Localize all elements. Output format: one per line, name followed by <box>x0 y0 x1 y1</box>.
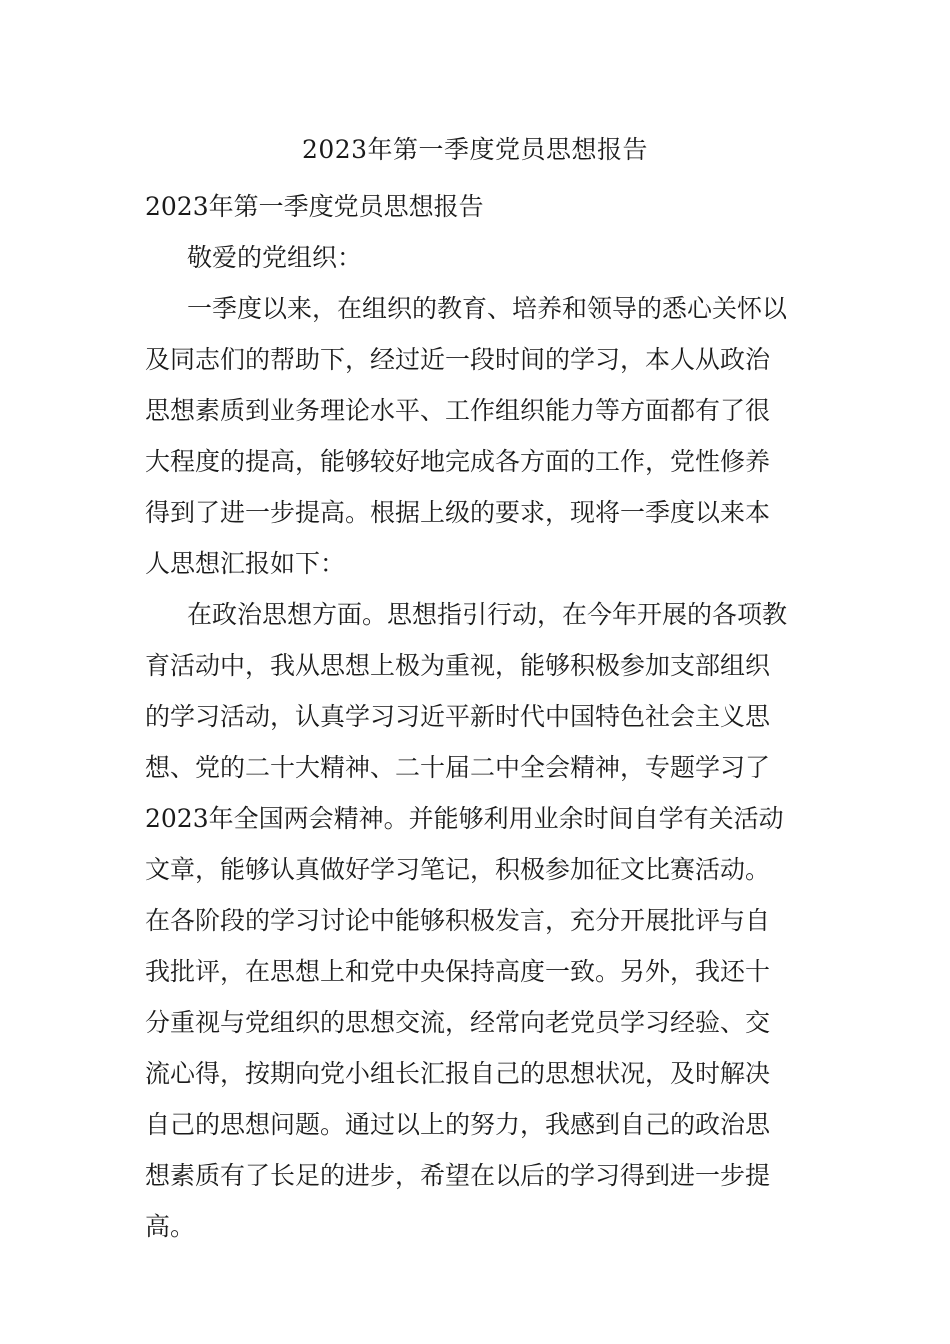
paragraph-line: 高。 <box>145 1212 196 1241</box>
document-title: 2023年第一季度党员思想报告 <box>301 135 649 164</box>
paragraph-line: 思想素质到业务理论水平、工作组织能力等方面都有了很 <box>145 396 771 425</box>
paragraph-line: 人思想汇报如下： <box>145 549 346 578</box>
paragraph-line: 得到了进一步提高。根据上级的要求，现将一季度以来本 <box>145 498 771 527</box>
paragraph-line: 在政治思想方面。思想指引行动，在今年开展的各项教 <box>187 600 788 629</box>
paragraph-line: 大程度的提高，能够较好地完成各方面的工作，党性修养 <box>145 447 771 476</box>
document-body <box>145 181 810 1252</box>
paragraph-line: 及同志们的帮助下，经过近一段时间的学习，本人从政治 <box>145 345 771 374</box>
paragraph-line: 育活动中，我从思想上极为重视，能够积极参加支部组织 <box>145 651 771 680</box>
salutation: 敬爱的党组织： <box>187 243 363 272</box>
paragraph-line: 文章，能够认真做好学习笔记，积极参加征文比赛活动。 <box>145 855 771 884</box>
paragraph-line: 分重视与党组织的思想交流，经常向老党员学习经验、交 <box>145 1008 771 1037</box>
paragraph-line: 我批评，在思想上和党中央保持高度一致。另外，我还十 <box>145 957 771 986</box>
paragraph-line: 2023年全国两会精神。并能够利用业余时间自学有关活动 <box>145 804 784 833</box>
paragraph-line: 的学习活动，认真学习习近平新时代中国特色社会主义思 <box>145 702 771 731</box>
paragraph-line: 一季度以来，在组织的教育、培养和领导的悉心关怀以 <box>187 294 788 323</box>
paragraph-line: 流心得，按期向党小组长汇报自己的思想状况，及时解决 <box>145 1059 771 1088</box>
paragraph-1 <box>145 283 810 589</box>
paragraph-line: 想素质有了长足的进步，希望在以后的学习得到进一步提 <box>145 1161 771 1190</box>
paragraph-line: 想、党的二十大精神、二十届二中全会精神，专题学习了 <box>145 753 771 782</box>
paragraph-2 <box>145 589 810 1252</box>
paragraph-line: 在各阶段的学习讨论中能够积极发言，充分开展批评与自 <box>145 906 771 935</box>
paragraph-line: 自己的思想问题。通过以上的努力，我感到自己的政治思 <box>145 1110 771 1139</box>
document-subtitle: 2023年第一季度党员思想报告 <box>145 192 484 221</box>
